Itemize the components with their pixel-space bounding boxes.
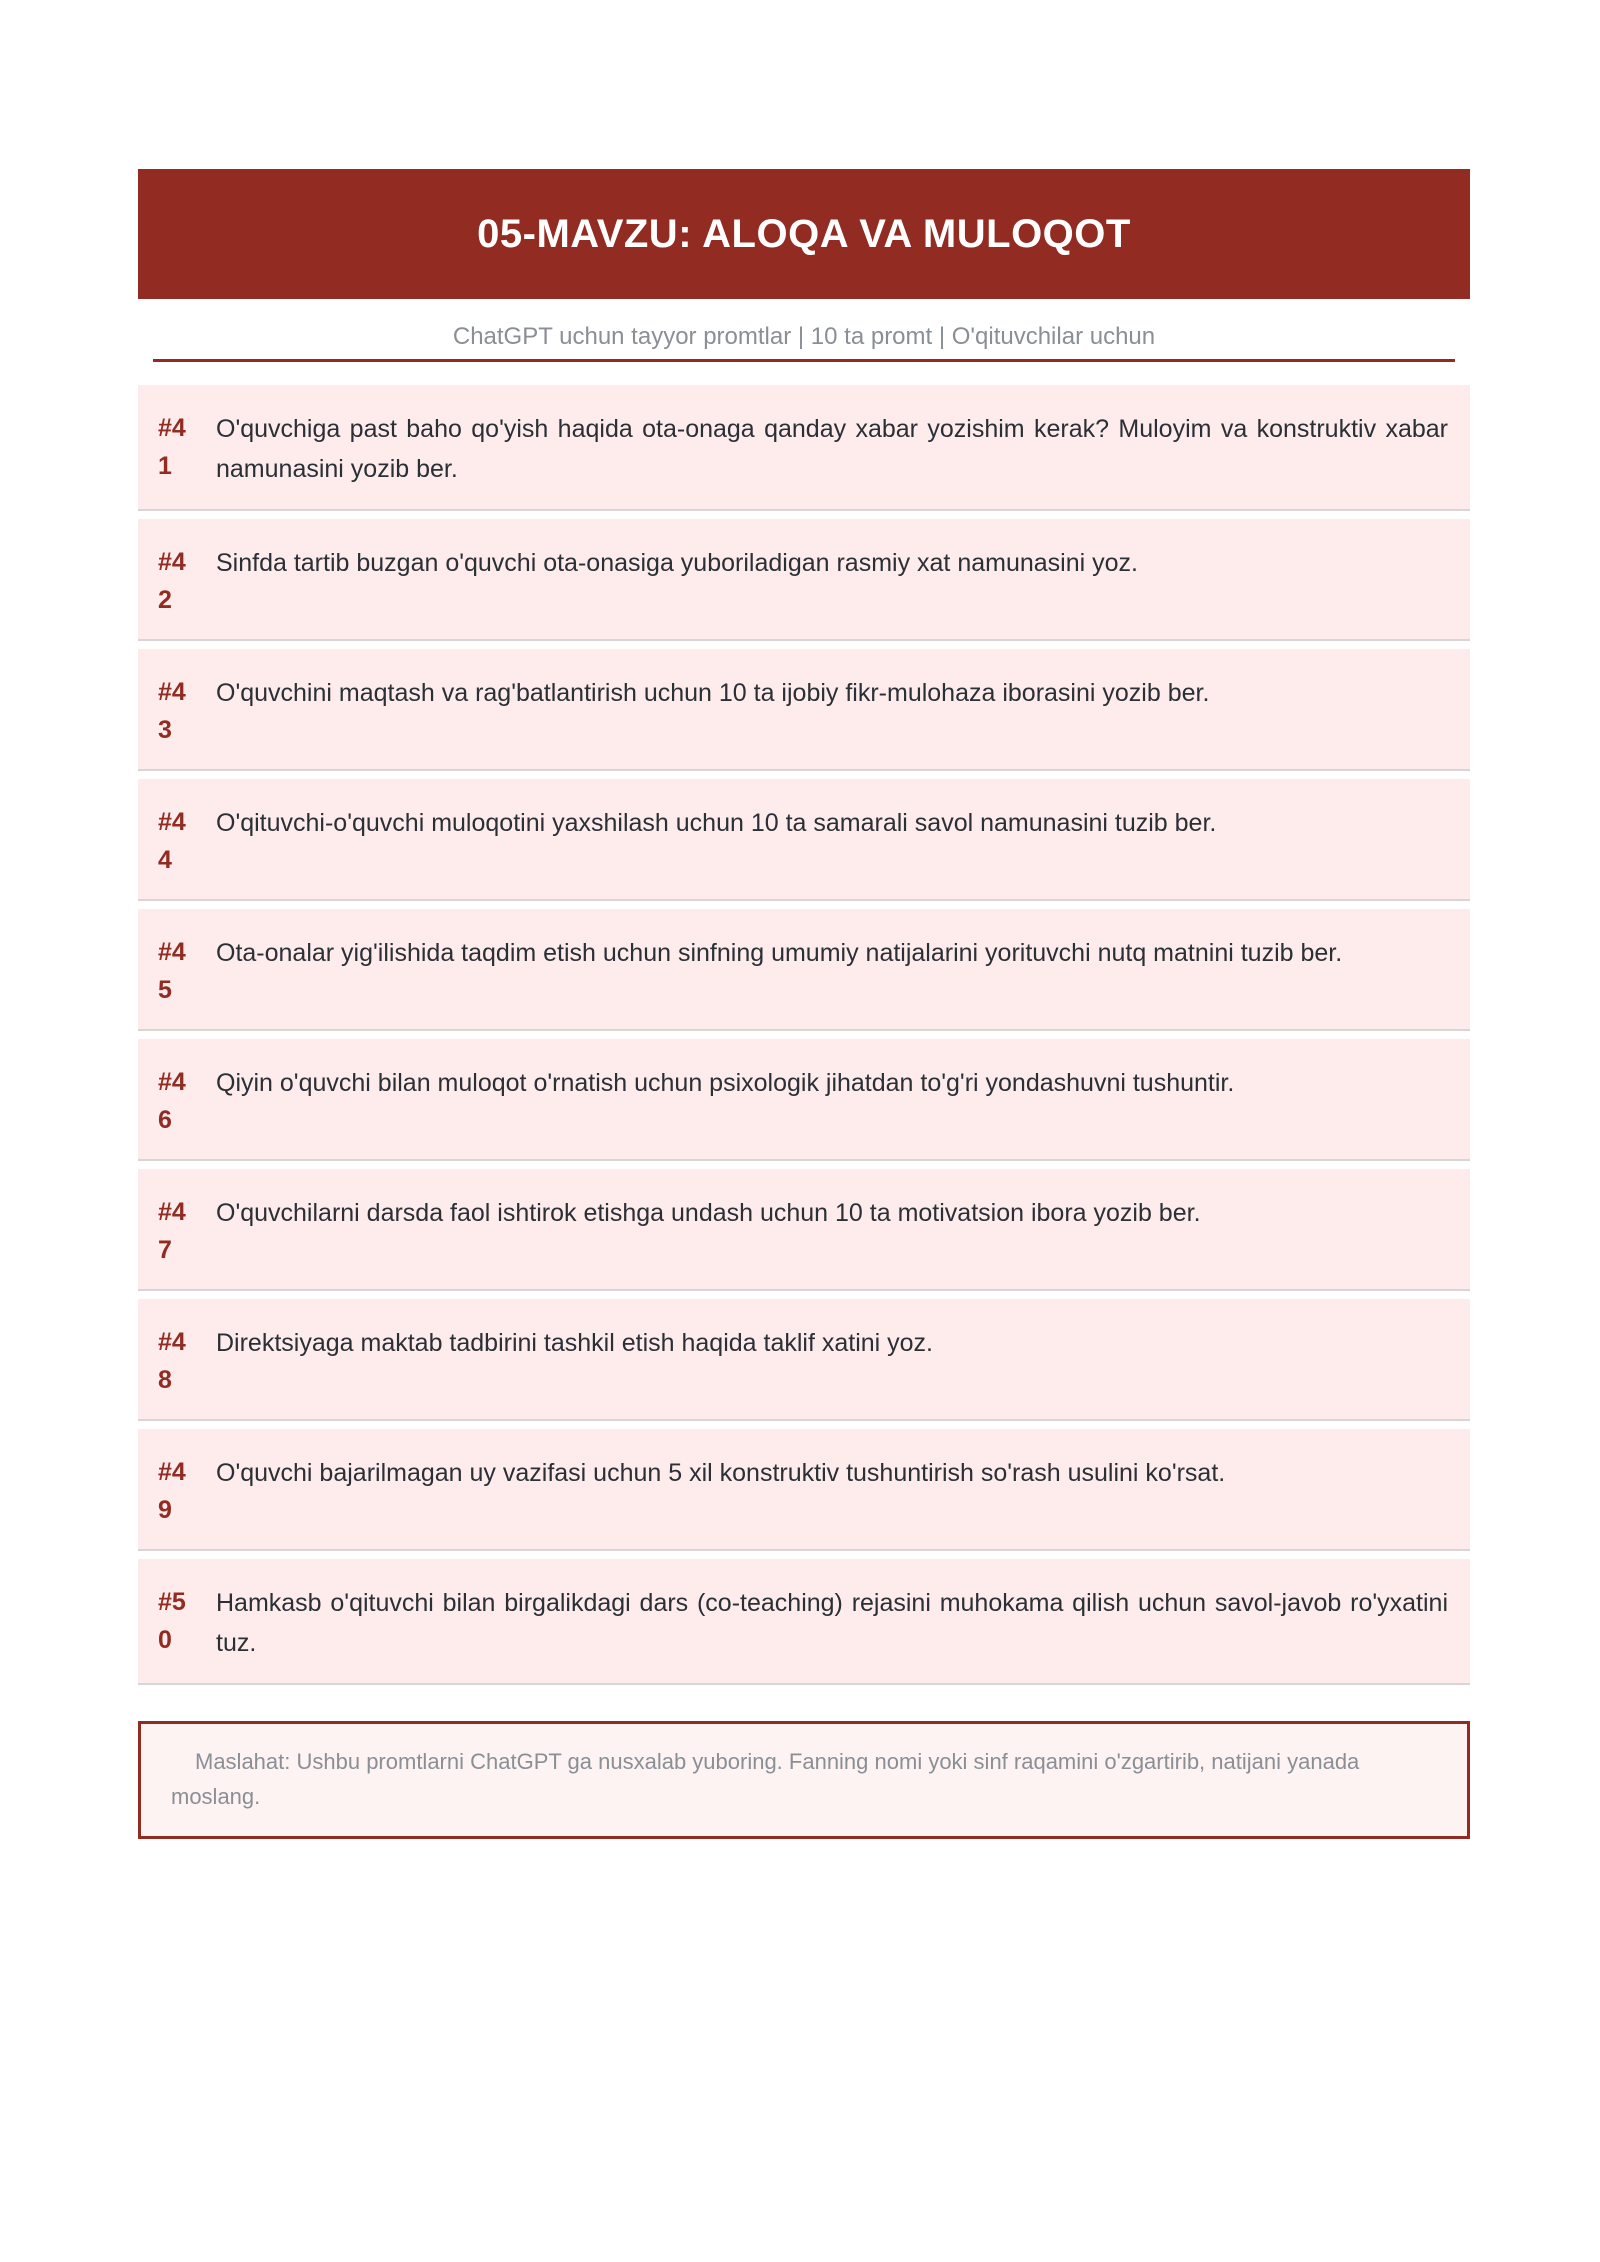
list-item <box>138 519 1470 641</box>
prompt-number: #43 <box>158 678 186 744</box>
prompt-text: Sinfda tartib buzgan o'quvchi ota-onasiga yuboriladigan rasmiy xat namunasini yoz. <box>216 549 1138 577</box>
prompt-text: Qiyin o'quvchi bilan muloqot o'rnatish uchun psixologik jihatdan to'g'ri yondashuvni tushuntir. <box>216 1069 1235 1097</box>
prompt-number: #45 <box>158 938 186 1004</box>
list-item <box>138 1039 1470 1161</box>
prompt-number: #49 <box>158 1458 186 1524</box>
prompt-number: #46 <box>158 1068 186 1134</box>
prompt-number: #48 <box>158 1328 186 1394</box>
prompt-text: O'quvchini maqtash va rag'batlantirish uchun 10 ta ijobiy fikr-mulohaza iborasini yozib ber. <box>216 679 1210 707</box>
prompt-number: #41 <box>158 414 186 480</box>
title-banner <box>138 169 1470 299</box>
prompt-text: O'quvchi bajarilmagan uy vazifasi uchun 5 xil konstruktiv tushuntirish so'rash usulini ko'rsat. <box>216 1459 1226 1487</box>
prompt-number: #44 <box>158 808 186 874</box>
list-item <box>138 649 1470 771</box>
list-item <box>138 1169 1470 1291</box>
tip-text: Maslahat: Ushbu promtlarni ChatGPT ga nusxalab yuboring. Fanning nomi yoki sinf raqamini o'zgartirib, natijani yanada moslang. <box>171 1749 1360 1809</box>
prompt-text: Hamkasb o'qituvchi bilan birgalikdagi dars (co-teaching) rejasini muhokama qilish uchun savol-javob ro'yxatini tuz. <box>216 1589 1448 1657</box>
prompt-list <box>138 385 1470 1685</box>
prompt-text: Ota-onalar yig'ilishida taqdim etish uchun sinfning umumiy natijalarini yorituvchi nutq matnini tuzib ber. <box>216 939 1343 967</box>
list-item <box>138 1299 1470 1421</box>
list-item <box>138 1559 1470 1685</box>
prompt-number: #42 <box>158 548 186 614</box>
list-item <box>138 909 1470 1031</box>
list-item <box>138 385 1470 511</box>
page-title: 05-MAVZU: ALOQA VA MULOQOT <box>477 211 1131 256</box>
prompt-number: #50 <box>158 1588 186 1654</box>
list-item <box>138 1429 1470 1551</box>
prompt-number: #47 <box>158 1198 186 1264</box>
prompt-text: O'quvchiga past baho qo'yish haqida ota-onaga qanday xabar yozishim kerak? Muloyim va konstruktiv xabar namunasini yozib ber. <box>216 415 1448 483</box>
document-page <box>138 169 1470 1839</box>
tip-box <box>138 1721 1470 1839</box>
prompt-text: Direktsiyaga maktab tadbirini tashkil etish haqida taklif xatini yoz. <box>216 1329 934 1357</box>
prompt-text: O'qituvchi-o'quvchi muloqotini yaxshilash uchun 10 ta samarali savol namunasini tuzib ber. <box>216 809 1217 837</box>
list-item <box>138 779 1470 901</box>
page-subtitle: ChatGPT uchun tayyor promtlar | 10 ta promt | O'qituvchilar uchun <box>153 323 1455 362</box>
prompt-text: O'quvchilarni darsda faol ishtirok etishga undash uchun 10 ta motivatsion ibora yozib ber. <box>216 1199 1201 1227</box>
